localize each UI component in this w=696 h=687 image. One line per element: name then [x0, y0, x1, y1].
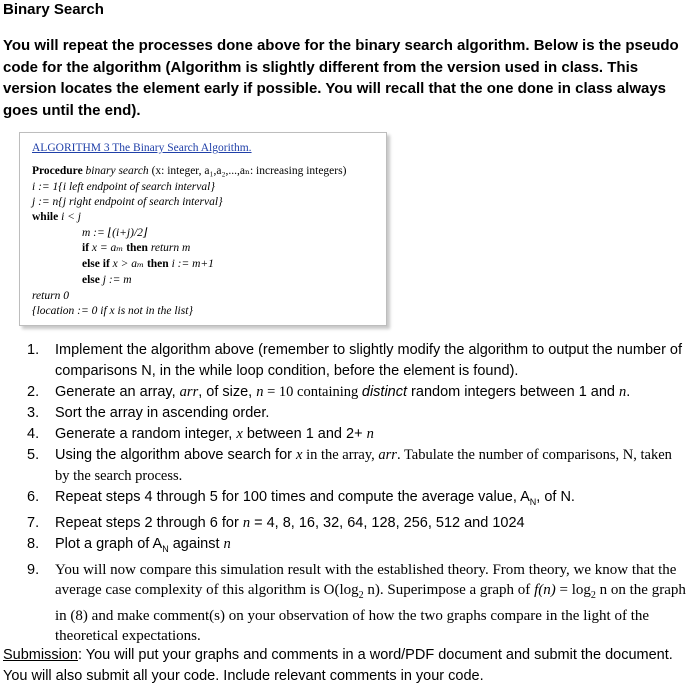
if-line — [82, 241, 190, 255]
step-number: 8. — [27, 535, 40, 552]
return-line: return 0 — [32, 290, 69, 302]
step-text: random integers between 1 and — [407, 384, 620, 400]
while-condition: i < j — [61, 211, 81, 223]
procedure-keyword: Procedure — [32, 165, 83, 177]
if-return: return m — [150, 242, 191, 254]
step-text: Sort the array in ascending order. — [55, 405, 270, 421]
if-condition: x = aₘ — [91, 242, 124, 254]
subscript: N — [162, 543, 169, 554]
step-7 — [27, 513, 687, 534]
line-j: j := n{j right endpoint of search interval} — [32, 196, 223, 208]
intro-paragraph: You will repeat the processes done above for the binary search algorithm. Below is the pseudo code for the algorithm (Algorithm is slightly different from the version used in class. This version locates the element early if possible. You will recall that the one done in class always goes until the end). — [3, 37, 679, 119]
else-body: j := m — [102, 274, 132, 286]
step-text: , of N. — [536, 489, 575, 505]
step-text: = log — [555, 581, 591, 598]
line-i: i := 1{i left endpoint of search interval} — [32, 181, 215, 193]
step-text: Generate a random integer, — [55, 426, 237, 442]
step-number: 6. — [27, 489, 40, 505]
subscript: N — [529, 496, 537, 507]
else-if-then-keyword: then — [146, 258, 169, 270]
step-number: 2. — [27, 384, 40, 400]
function-fn: f(n) — [534, 581, 556, 598]
step-text: = 10 containing — [263, 384, 362, 400]
step-text: , of size, — [198, 384, 257, 400]
step-text: Plot a graph of A — [55, 535, 163, 552]
submission-paragraph — [3, 645, 693, 687]
step-text: Generate an array, — [55, 384, 180, 400]
else-if-condition: x > aₘ — [112, 258, 145, 270]
step-6 — [27, 487, 687, 513]
step-8 — [27, 534, 687, 560]
step-4 — [27, 424, 687, 445]
submission-label: Submission — [3, 647, 78, 663]
step-number: 7. — [27, 514, 40, 531]
submission-text: : You will put your graphs and comments in a word/PDF document and submit the document. You will also submit all your code. Include relevant comments in your code. — [3, 647, 673, 684]
step-9 — [27, 560, 687, 646]
step-number: 9. — [27, 561, 40, 578]
step-number: 3. — [27, 405, 40, 421]
location-line: {location := 0 if x is not in the list} — [32, 305, 194, 317]
step-text: against — [168, 535, 224, 552]
step-text: between 1 and 2+ — [242, 426, 367, 442]
step-text: = 4, 8, 16, 32, 64, 128, 256, 512 and 1024 — [250, 514, 525, 531]
emphasis-distinct: distinct — [361, 384, 408, 400]
step-5 — [27, 445, 687, 487]
step-number: 5. — [27, 447, 40, 463]
page-title: Binary Search — [3, 1, 104, 18]
procedure-params: (x: integer, a₁,a₂,...,aₙ: increasing integers) — [151, 165, 347, 177]
var-n: n — [256, 384, 264, 400]
line-m: m := ⌊(i+j)/2⌋ — [82, 227, 148, 239]
step-text: n). Superimpose a graph of — [363, 581, 535, 598]
var-n: n — [619, 384, 627, 400]
subscript: 2 — [590, 589, 596, 601]
step-3 — [27, 403, 687, 424]
else-if-body: i := m+1 — [171, 258, 214, 270]
var-n: n — [242, 514, 251, 531]
step-number: 1. — [27, 342, 40, 358]
var-n: n — [366, 426, 374, 442]
algorithm-title: ALGORITHM 3 The Binary Search Algorithm. — [32, 142, 252, 154]
procedure-line — [32, 164, 346, 178]
step-text: Using the algorithm above search for — [55, 447, 296, 463]
steps-list — [27, 340, 687, 646]
else-line — [82, 273, 132, 287]
var-arr: arr — [179, 384, 199, 400]
step-1 — [27, 340, 687, 382]
step-text: You will now compare this simulation result with the established theory. From theory, we know that the average case complexity of this algorithm is O(log — [55, 561, 677, 598]
var-n: n — [223, 535, 231, 552]
var-x: x — [236, 426, 243, 442]
else-if-keyword: else if — [82, 258, 110, 270]
if-then-keyword: then — [126, 242, 148, 254]
subscript: 2 — [358, 589, 364, 601]
step-text: . Tabulate the number of comparisons, N, taken by the search process. — [55, 447, 672, 484]
step-text: . — [626, 384, 631, 400]
procedure-name: binary search — [85, 165, 149, 177]
step-text: Repeat steps 4 through 5 for 100 times and compute the average value, A — [55, 489, 530, 505]
var-x: x — [296, 447, 303, 463]
algorithm-box — [19, 132, 387, 326]
while-keyword: while — [32, 211, 59, 223]
step-text: in the array, — [302, 447, 379, 463]
step-2 — [27, 382, 687, 403]
step-text: Implement the algorithm above (remember to slightly modify the algorithm to output the number of comparisons N, in the while loop condition, before the element is found). — [55, 342, 683, 379]
step-text: n on the graph in (8) and make comment(s) on your observation of how the two graphs compare in the light of the theoretical expectations. — [55, 581, 686, 644]
step-number: 4. — [27, 426, 40, 442]
else-keyword: else — [82, 274, 100, 286]
while-line — [32, 210, 81, 224]
var-arr: arr — [378, 447, 397, 463]
if-keyword: if — [82, 242, 90, 254]
else-if-line — [82, 257, 214, 271]
step-text: Repeat steps 2 through 6 for — [55, 514, 243, 531]
